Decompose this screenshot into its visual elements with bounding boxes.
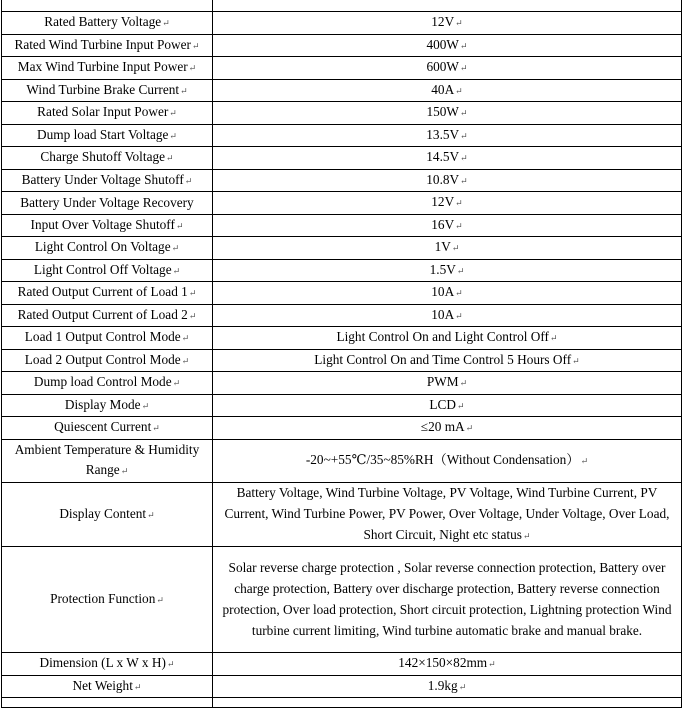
table-row <box>2 192 682 215</box>
value-cell: 400W↵ <box>213 34 682 57</box>
table-row <box>2 0 682 12</box>
table-row <box>2 372 682 395</box>
table-row <box>2 304 682 327</box>
table-row <box>2 439 682 483</box>
value-cell: 150W↵ <box>213 102 682 125</box>
table-row <box>2 169 682 192</box>
table-row <box>2 394 682 417</box>
label-cell: Display Content↵ <box>2 483 213 547</box>
value-cell <box>213 0 682 12</box>
table-row <box>2 675 682 698</box>
value-cell: 1.9kg↵ <box>213 675 682 698</box>
label-cell: Load 1 Output Control Mode↵ <box>2 327 213 350</box>
label-cell: Dump load Start Voltage↵ <box>2 124 213 147</box>
label-cell: Dimension (L x W x H)↵ <box>2 653 213 676</box>
value-cell: 12V↵ <box>213 12 682 35</box>
table-row <box>2 259 682 282</box>
value-cell: 13.5V↵ <box>213 124 682 147</box>
value-cell: 1V↵ <box>213 237 682 260</box>
label-cell: Rated Wind Turbine Input Power↵ <box>2 34 213 57</box>
value-cell: 16V↵ <box>213 214 682 237</box>
value-cell: ≤20 mA↵ <box>213 417 682 440</box>
label-cell: Load 2 Output Control Mode↵ <box>2 349 213 372</box>
value-cell: 10A↵ <box>213 304 682 327</box>
label-cell: Wind Turbine Brake Current↵ <box>2 79 213 102</box>
table-row <box>2 483 682 547</box>
label-cell <box>2 698 213 708</box>
label-cell: Light Control Off Voltage↵ <box>2 259 213 282</box>
value-cell <box>213 698 682 708</box>
value-cell: Light Control On and Light Control Off↵ <box>213 327 682 350</box>
label-cell: Quiescent Current↵ <box>2 417 213 440</box>
label-cell: Light Control On Voltage↵ <box>2 237 213 260</box>
label-cell: Ambient Temperature & Humidity Range↵ <box>2 439 213 483</box>
label-cell <box>2 0 213 12</box>
label-cell: Rated Solar Input Power↵ <box>2 102 213 125</box>
label-cell: Battery Under Voltage Shutoff↵ <box>2 169 213 192</box>
label-cell: Protection Function↵ <box>2 547 213 653</box>
table-row <box>2 282 682 305</box>
table-row <box>2 349 682 372</box>
value-cell: LCD↵ <box>213 394 682 417</box>
table-row <box>2 698 682 708</box>
value-cell: 12V↵ <box>213 192 682 215</box>
value-cell: -20~+55℃/35~85%RH（Without Condensation）↵ <box>213 439 682 483</box>
table-row <box>2 237 682 260</box>
table-row <box>2 12 682 35</box>
value-cell: 10.8V↵ <box>213 169 682 192</box>
label-cell: Rated Output Current of Load 2↵ <box>2 304 213 327</box>
table-row <box>2 34 682 57</box>
value-cell: Solar reverse charge protection , Solar reverse connection protection, Battery over charge protection, Battery over discharge protection, Battery reverse connection protection, Over load protection, Short circuit protection, Lightning protection Wind turbine current limiting, Wind turbine automatic brake and manual brake. <box>213 547 682 653</box>
table-row <box>2 417 682 440</box>
table-row <box>2 102 682 125</box>
spec-table <box>1 0 682 708</box>
table-row <box>2 79 682 102</box>
label-cell: Rated Output Current of Load 1↵ <box>2 282 213 305</box>
label-cell: Battery Under Voltage Recovery <box>2 192 213 215</box>
table-row <box>2 214 682 237</box>
label-cell: Dump load Control Mode↵ <box>2 372 213 395</box>
value-cell: 600W↵ <box>213 57 682 80</box>
value-cell: PWM↵ <box>213 372 682 395</box>
value-cell: 14.5V↵ <box>213 147 682 170</box>
table-row <box>2 653 682 676</box>
value-cell: Battery Voltage, Wind Turbine Voltage, PV Voltage, Wind Turbine Current, PV Current, Wind Turbine Power, PV Power, Over Voltage, Under Voltage, Over Load, Short Circuit, Night etc status↵ <box>213 483 682 547</box>
value-cell: 40A↵ <box>213 79 682 102</box>
value-cell: 142×150×82mm↵ <box>213 653 682 676</box>
value-cell: 10A↵ <box>213 282 682 305</box>
value-cell: 1.5V↵ <box>213 259 682 282</box>
label-cell: Rated Battery Voltage↵ <box>2 12 213 35</box>
table-row <box>2 57 682 80</box>
label-cell: Max Wind Turbine Input Power↵ <box>2 57 213 80</box>
table-row <box>2 547 682 653</box>
value-cell: Light Control On and Time Control 5 Hours Off↵ <box>213 349 682 372</box>
table-row <box>2 147 682 170</box>
label-cell: Net Weight↵ <box>2 675 213 698</box>
table-row <box>2 327 682 350</box>
table-row <box>2 124 682 147</box>
label-cell: Display Mode↵ <box>2 394 213 417</box>
label-cell: Charge Shutoff Voltage↵ <box>2 147 213 170</box>
label-cell: Input Over Voltage Shutoff↵ <box>2 214 213 237</box>
